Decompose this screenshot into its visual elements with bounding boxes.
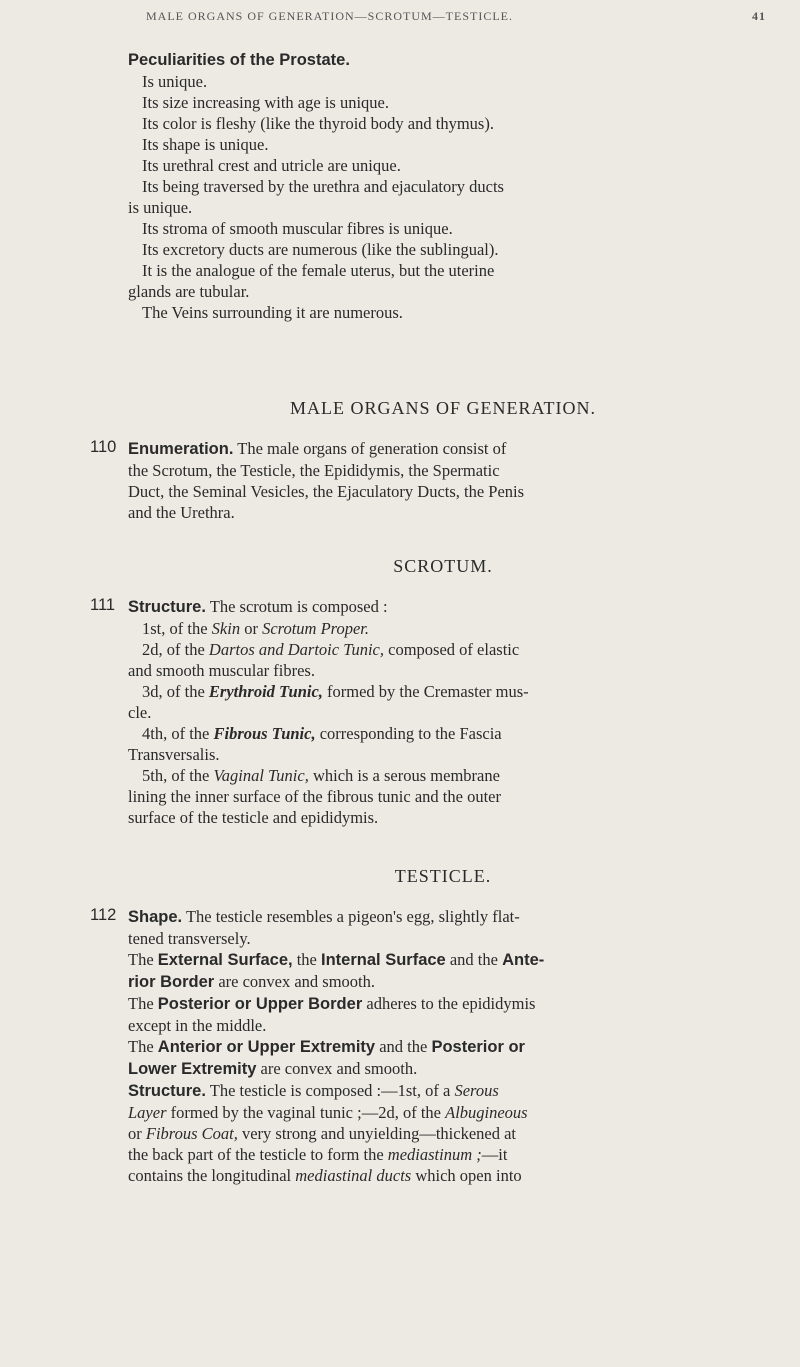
prostate-line: glands are tubular. [128,282,250,301]
prostate-line: The Veins surrounding it are numerous. [142,303,403,322]
bold-term: rior Border [128,973,215,991]
paragraph-text: tened transversely. [128,929,251,948]
italic-term: Skin [211,619,241,638]
paragraph-text: The scrotum is composed : [209,597,388,616]
text-run: composed of elastic [384,640,520,659]
prostate-line: Its color is fleshy (like the thyroid body and thymus). [142,114,494,133]
text-run: which open into [411,1166,522,1185]
paragraph-lead: Structure. [128,598,206,616]
text-run: or [240,619,263,638]
paragraph-number: 111 [90,596,116,614]
running-head-title: MALE ORGANS OF GENERATION—SCROTUM—TESTICLE. [146,9,514,23]
text-run: The [128,994,158,1013]
italic-term: mediastinal ducts [295,1166,412,1185]
page-number: 41 [752,9,766,23]
paragraph-text: Duct, the Seminal Vesicles, the Ejaculatory Ducts, the Penis [128,482,525,501]
section-title: TESTICLE. [394,866,492,886]
text-run: adheres to the epididymis [362,994,536,1013]
text-run: 2d, of the [142,640,209,659]
italic-term: Erythroid Tunic, [208,682,323,701]
bold-term: Posterior or [431,1038,525,1056]
italic-term: Serous [454,1081,499,1100]
text-run: 1st, of the [142,619,212,638]
paragraph-text: the Scrotum, the Testicle, the Epididymis, the Spermatic [128,461,500,480]
text-run: corresponding to the Fascia [315,724,502,743]
text-run: formed by the Cremaster mus- [322,682,529,701]
italic-term: Fibrous Tunic, [213,724,316,743]
text-run: very strong and unyielding—thickened at [237,1124,516,1143]
italic-term: Scrotum Proper. [262,619,370,638]
prostate-line: Its being traversed by the urethra and ejaculatory ducts [142,177,504,196]
text-run: The [128,950,158,969]
prostate-line: It is the analogue of the female uterus, but the uterine [142,261,495,280]
text-run: are convex and smooth. [256,1059,418,1078]
text-run: which is a serous membrane [308,766,500,785]
paragraph-number: 110 [90,438,117,456]
text-run: The testicle is composed :—1st, of a [205,1081,455,1100]
italic-term: Layer [128,1103,167,1122]
paragraph-text: The testicle resembles a pigeon's egg, slightly flat- [185,907,520,926]
text-run: are convex and smooth. [214,972,376,991]
paragraph-text: cle. [128,703,152,722]
text-run: contains the longitudinal [128,1166,296,1185]
section-title: SCROTUM. [393,556,493,576]
bold-term: Posterior or Upper Border [157,995,363,1013]
text-run: 3d, of the [142,682,209,701]
running-head [146,9,766,24]
paragraph-text: and smooth muscular fibres. [128,661,315,680]
paragraph-text: surface of the testicle and epididymis. [128,808,379,827]
text-run: the [292,950,322,969]
text-run: —it [481,1145,508,1164]
text-run: 5th, of the [142,766,214,785]
bold-term: Internal Surface [321,951,446,969]
prostate-heading: Peculiarities of the Prostate. [128,51,350,69]
testicle-paragraph [128,906,758,1186]
enumeration-paragraph [128,438,758,523]
text-run: and the [445,950,503,969]
paragraph-text: Transversalis. [128,745,220,764]
paragraph-number: 112 [90,906,117,924]
prostate-line: Is unique. [142,72,208,91]
testicle-section [128,866,758,887]
scrotum-section [128,556,758,577]
italic-term: Fibrous Coat, [145,1124,238,1143]
italic-term: mediastinum ; [387,1145,482,1164]
section-title: MALE ORGANS OF GENERATION. [289,398,596,418]
prostate-line: Its excretory ducts are numerous (like the sublingual). [142,240,499,259]
prostate-line: Its size increasing with age is unique. [142,93,389,112]
text-run: and the [375,1037,432,1056]
italic-term: Vaginal Tunic, [213,766,309,785]
paragraph-lead: Enumeration. [128,440,234,458]
text-run: The [128,1037,158,1056]
paragraph-text: except in the middle. [128,1016,267,1035]
male-organs-section [128,398,758,419]
bold-term: Lower Extremity [128,1060,257,1078]
bold-term: External Surface, [157,951,293,969]
text-run: or [128,1124,146,1143]
prostate-block [128,50,758,323]
bold-term: Ante- [502,951,545,969]
prostate-line: is unique. [128,198,193,217]
text-run: formed by the vaginal tunic ;—2d, of the [166,1103,446,1122]
prostate-line: Its urethral crest and utricle are unique. [142,156,401,175]
italic-term: Dartos and Dartoic Tunic, [208,640,385,659]
italic-term: Albugineous [445,1103,528,1122]
paragraph-text: and the Urethra. [128,503,235,522]
text-run: 4th, of the [142,724,214,743]
text-run: the back part of the testicle to form the [128,1145,388,1164]
scrotum-structure-paragraph [128,596,758,828]
prostate-line: Its shape is unique. [142,135,269,154]
paragraph-lead: Structure. [128,1082,206,1100]
bold-term: Anterior or Upper Extremity [157,1038,376,1056]
paragraph-text: lining the inner surface of the fibrous tunic and the outer [128,787,501,806]
paragraph-text: The male organs of generation consist of [237,439,507,458]
paragraph-lead: Shape. [128,908,183,926]
prostate-line: Its stroma of smooth muscular fibres is unique. [142,219,453,238]
